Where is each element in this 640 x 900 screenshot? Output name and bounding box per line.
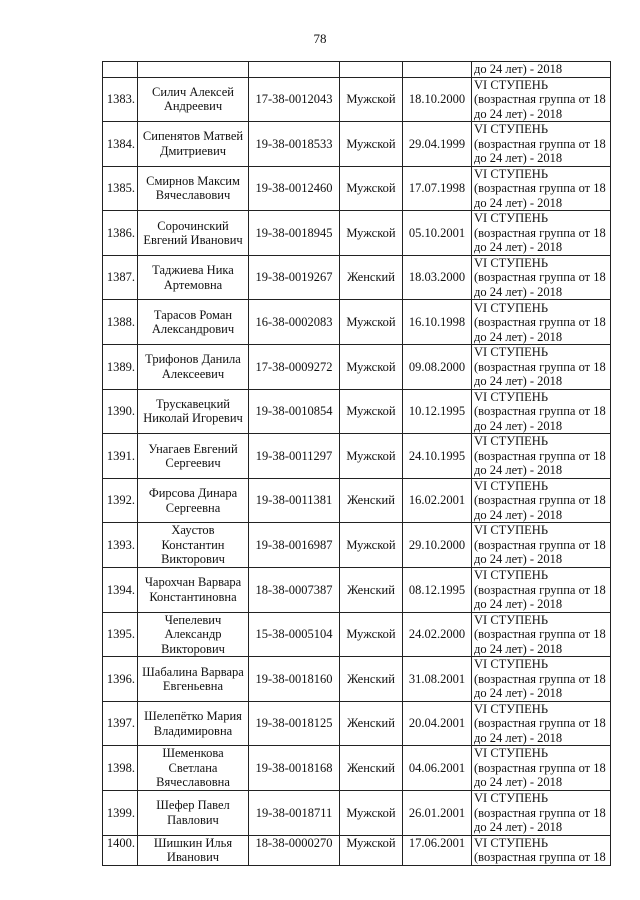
cell-level — [472, 345, 611, 390]
cell-id: 19-38-0018533 — [249, 122, 340, 167]
cell-gender: Женский — [340, 701, 403, 746]
cell-gender: Мужской — [340, 791, 403, 836]
cell-id: 19-38-0018945 — [249, 211, 340, 256]
table-row — [103, 657, 611, 702]
level-line: VI СТУПЕНЬ — [474, 300, 549, 315]
level-line: VI СТУПЕНЬ — [474, 345, 549, 360]
cell-gender: Мужской — [340, 77, 403, 122]
table-row — [103, 523, 611, 568]
level-line: VI СТУПЕНЬ — [474, 701, 549, 716]
cell-id: 19-38-0018168 — [249, 746, 340, 791]
cell-number: 1383. — [103, 77, 138, 122]
level-line: до 24 лет) - 2018 — [474, 106, 563, 121]
cell-level — [472, 523, 611, 568]
level-line: VI СТУПЕНЬ — [474, 166, 549, 181]
level-line: (возрастная группа от 18 — [474, 359, 606, 374]
table-row — [103, 434, 611, 479]
level-line: VI СТУПЕНЬ — [474, 255, 549, 270]
cell-gender: Мужской — [340, 835, 403, 865]
cell-name: Смирнов Максим Вячеславович — [138, 166, 249, 211]
cell-level — [472, 62, 611, 78]
cell-level — [472, 835, 611, 865]
participants-table — [102, 61, 611, 866]
cell-name: Унагаев Евгений Сергеевич — [138, 434, 249, 479]
cell-birth-date — [403, 62, 472, 78]
cell-level — [472, 166, 611, 211]
level-line: до 24 лет) - 2018 — [474, 195, 563, 210]
cell-number: 1385. — [103, 166, 138, 211]
cell-number: 1384. — [103, 122, 138, 167]
cell-birth-date: 18.10.2000 — [403, 77, 472, 122]
cell-birth-date: 05.10.2001 — [403, 211, 472, 256]
level-line: до 24 лет) - 2018 — [474, 240, 563, 255]
cell-level — [472, 255, 611, 300]
level-line: (возрастная группа от 18 — [474, 136, 606, 151]
cell-name: Сорочинский Евгений Иванович — [138, 211, 249, 256]
level-line: (возрастная группа от 18 — [474, 850, 606, 865]
level-line: до 24 лет) - 2018 — [474, 418, 563, 433]
cell-number: 1387. — [103, 255, 138, 300]
level-line: до 24 лет) - 2018 — [474, 820, 563, 835]
table-row — [103, 835, 611, 865]
cell-gender: Мужской — [340, 166, 403, 211]
table-row — [103, 211, 611, 256]
cell-number: 1386. — [103, 211, 138, 256]
cell-name: Шишкин Илья Иванович — [138, 835, 249, 865]
cell-birth-date: 16.10.1998 — [403, 300, 472, 345]
level-line: до 24 лет) - 2018 — [474, 686, 563, 701]
cell-birth-date: 24.02.2000 — [403, 612, 472, 657]
cell-number: 1393. — [103, 523, 138, 568]
cell-gender: Женский — [340, 478, 403, 523]
cell-number: 1396. — [103, 657, 138, 702]
level-line: (возрастная группа от 18 — [474, 582, 606, 597]
cell-id: 19-38-0012460 — [249, 166, 340, 211]
level-line: (возрастная группа от 18 — [474, 537, 606, 552]
cell-number: 1397. — [103, 701, 138, 746]
level-line: (возрастная группа от 18 — [474, 671, 606, 686]
cell-id: 15-38-0005104 — [249, 612, 340, 657]
cell-level — [472, 434, 611, 479]
level-line: VI СТУПЕНЬ — [474, 612, 549, 627]
level-line: (возрастная группа от 18 — [474, 404, 606, 419]
level-line: до 24 лет) - 2018 — [474, 374, 563, 389]
table-row — [103, 345, 611, 390]
cell-birth-date: 18.03.2000 — [403, 255, 472, 300]
level-line: VI СТУПЕНЬ — [474, 122, 549, 137]
level-line: (возрастная группа от 18 — [474, 805, 606, 820]
cell-id — [249, 62, 340, 78]
cell-id: 17-38-0012043 — [249, 77, 340, 122]
cell-birth-date: 09.08.2000 — [403, 345, 472, 390]
table-row — [103, 77, 611, 122]
level-line: до 24 лет) - 2018 — [474, 597, 563, 612]
cell-gender — [340, 62, 403, 78]
level-line: до 24 лет) - 2018 — [474, 552, 563, 567]
cell-birth-date: 17.07.1998 — [403, 166, 472, 211]
level-line: VI СТУПЕНЬ — [474, 657, 549, 672]
cell-name: Шефер Павел Павлович — [138, 791, 249, 836]
cell-id: 19-38-0010854 — [249, 389, 340, 434]
table-row — [103, 389, 611, 434]
level-line: (возрастная группа от 18 — [474, 493, 606, 508]
level-line: до 24 лет) - 2018 — [474, 329, 563, 344]
level-line: VI СТУПЕНЬ — [474, 523, 549, 538]
cell-name: Фирсова Динара Сергеевна — [138, 478, 249, 523]
table-row — [103, 791, 611, 836]
level-line: VI СТУПЕНЬ — [474, 478, 549, 493]
cell-name: Трифонов Данила Алексеевич — [138, 345, 249, 390]
cell-id: 19-38-0019267 — [249, 255, 340, 300]
cell-gender: Мужской — [340, 300, 403, 345]
cell-id: 19-38-0016987 — [249, 523, 340, 568]
cell-name: Силич Алексей Андреевич — [138, 77, 249, 122]
cell-birth-date: 16.02.2001 — [403, 478, 472, 523]
cell-number: 1394. — [103, 568, 138, 613]
table-row — [103, 612, 611, 657]
cell-birth-date: 29.10.2000 — [403, 523, 472, 568]
cell-number: 1399. — [103, 791, 138, 836]
table-row — [103, 701, 611, 746]
cell-name: Хаустов Константин Викторович — [138, 523, 249, 568]
level-line: до 24 лет) - 2018 — [474, 151, 563, 166]
cell-number: 1388. — [103, 300, 138, 345]
table-row-continued — [103, 62, 611, 78]
cell-gender: Мужской — [340, 523, 403, 568]
level-line: до 24 лет) - 2018 — [474, 730, 563, 745]
cell-number: 1395. — [103, 612, 138, 657]
cell-gender: Мужской — [340, 345, 403, 390]
cell-number: 1391. — [103, 434, 138, 479]
cell-level — [472, 657, 611, 702]
cell-gender: Женский — [340, 255, 403, 300]
cell-number — [103, 62, 138, 78]
table-row — [103, 746, 611, 791]
cell-birth-date: 26.01.2001 — [403, 791, 472, 836]
cell-name: Шеменкова Светлана Вячеславовна — [138, 746, 249, 791]
cell-gender: Мужской — [340, 612, 403, 657]
cell-birth-date: 24.10.1995 — [403, 434, 472, 479]
cell-id: 17-38-0009272 — [249, 345, 340, 390]
cell-gender: Мужской — [340, 389, 403, 434]
page-number: 78 — [313, 31, 327, 46]
participants-table-body — [103, 62, 611, 866]
cell-level — [472, 701, 611, 746]
cell-gender: Женский — [340, 657, 403, 702]
level-line: до 24 лет) - 2018 — [474, 463, 563, 478]
cell-birth-date: 20.04.2001 — [403, 701, 472, 746]
cell-level — [472, 211, 611, 256]
level-line: (возрастная группа от 18 — [474, 225, 606, 240]
cell-name: Таджиева Ника Артемовна — [138, 255, 249, 300]
level-line: (возрастная группа от 18 — [474, 627, 606, 642]
level-line: VI СТУПЕНЬ — [474, 746, 549, 761]
cell-name: Шабалина Варвара Евгеньевна — [138, 657, 249, 702]
cell-number: 1400. — [103, 835, 138, 865]
cell-id: 19-38-0018711 — [249, 791, 340, 836]
level-line: до 24 лет) - 2018 — [474, 284, 563, 299]
cell-level — [472, 612, 611, 657]
cell-birth-date: 29.04.1999 — [403, 122, 472, 167]
cell-level — [472, 389, 611, 434]
level-line: (возрастная группа от 18 — [474, 716, 606, 731]
cell-name: Чарохчан Варвара Константиновна — [138, 568, 249, 613]
cell-level — [472, 568, 611, 613]
level-line: VI СТУПЕНЬ — [474, 211, 549, 226]
cell-name: Трускавецкий Николай Игоревич — [138, 389, 249, 434]
cell-number: 1390. — [103, 389, 138, 434]
cell-level — [472, 791, 611, 836]
cell-level — [472, 300, 611, 345]
cell-id: 16-38-0002083 — [249, 300, 340, 345]
cell-number: 1398. — [103, 746, 138, 791]
level-line: (возрастная группа от 18 — [474, 270, 606, 285]
cell-birth-date: 08.12.1995 — [403, 568, 472, 613]
level-line: (возрастная группа от 18 — [474, 181, 606, 196]
level-line: до 24 лет) - 2018 — [474, 641, 563, 656]
cell-id: 19-38-0011381 — [249, 478, 340, 523]
cell-number: 1389. — [103, 345, 138, 390]
cell-name: Тарасов Роман Александрович — [138, 300, 249, 345]
level-line: VI СТУПЕНЬ — [474, 77, 549, 92]
level-line: до 24 лет) - 2018 — [474, 775, 563, 790]
table-row — [103, 300, 611, 345]
cell-id: 18-38-0007387 — [249, 568, 340, 613]
level-line: (возрастная группа от 18 — [474, 448, 606, 463]
cell-level — [472, 478, 611, 523]
level-line: VI СТУПЕНЬ — [474, 389, 549, 404]
level-line: до 24 лет) - 2018 — [474, 62, 563, 76]
cell-level — [472, 77, 611, 122]
table-row — [103, 255, 611, 300]
cell-gender: Мужской — [340, 211, 403, 256]
cell-number: 1392. — [103, 478, 138, 523]
cell-id: 19-38-0018125 — [249, 701, 340, 746]
cell-id: 19-38-0011297 — [249, 434, 340, 479]
cell-gender: Женский — [340, 568, 403, 613]
level-line: (возрастная группа от 18 — [474, 760, 606, 775]
cell-gender: Женский — [340, 746, 403, 791]
cell-gender: Мужской — [340, 122, 403, 167]
cell-id: 18-38-0000270 — [249, 835, 340, 865]
cell-name — [138, 62, 249, 78]
level-line: (возрастная группа от 18 — [474, 315, 606, 330]
table-row — [103, 568, 611, 613]
table-row — [103, 122, 611, 167]
level-line: VI СТУПЕНЬ — [474, 791, 549, 806]
cell-birth-date: 31.08.2001 — [403, 657, 472, 702]
cell-level — [472, 122, 611, 167]
level-line: VI СТУПЕНЬ — [474, 568, 549, 583]
cell-id: 19-38-0018160 — [249, 657, 340, 702]
cell-birth-date: 10.12.1995 — [403, 389, 472, 434]
table-row — [103, 478, 611, 523]
table-row — [103, 166, 611, 211]
cell-gender: Мужской — [340, 434, 403, 479]
level-line: VI СТУПЕНЬ — [474, 434, 549, 449]
cell-name: Шелепётко Мария Владимировна — [138, 701, 249, 746]
cell-birth-date: 04.06.2001 — [403, 746, 472, 791]
cell-name: Чепелевич Александр Викторович — [138, 612, 249, 657]
cell-name: Сипенятов Матвей Дмитриевич — [138, 122, 249, 167]
level-line: до 24 лет) - 2018 — [474, 507, 563, 522]
cell-level — [472, 746, 611, 791]
level-line: (возрастная группа от 18 — [474, 92, 606, 107]
cell-birth-date: 17.06.2001 — [403, 835, 472, 865]
level-line: VI СТУПЕНЬ — [474, 835, 549, 850]
